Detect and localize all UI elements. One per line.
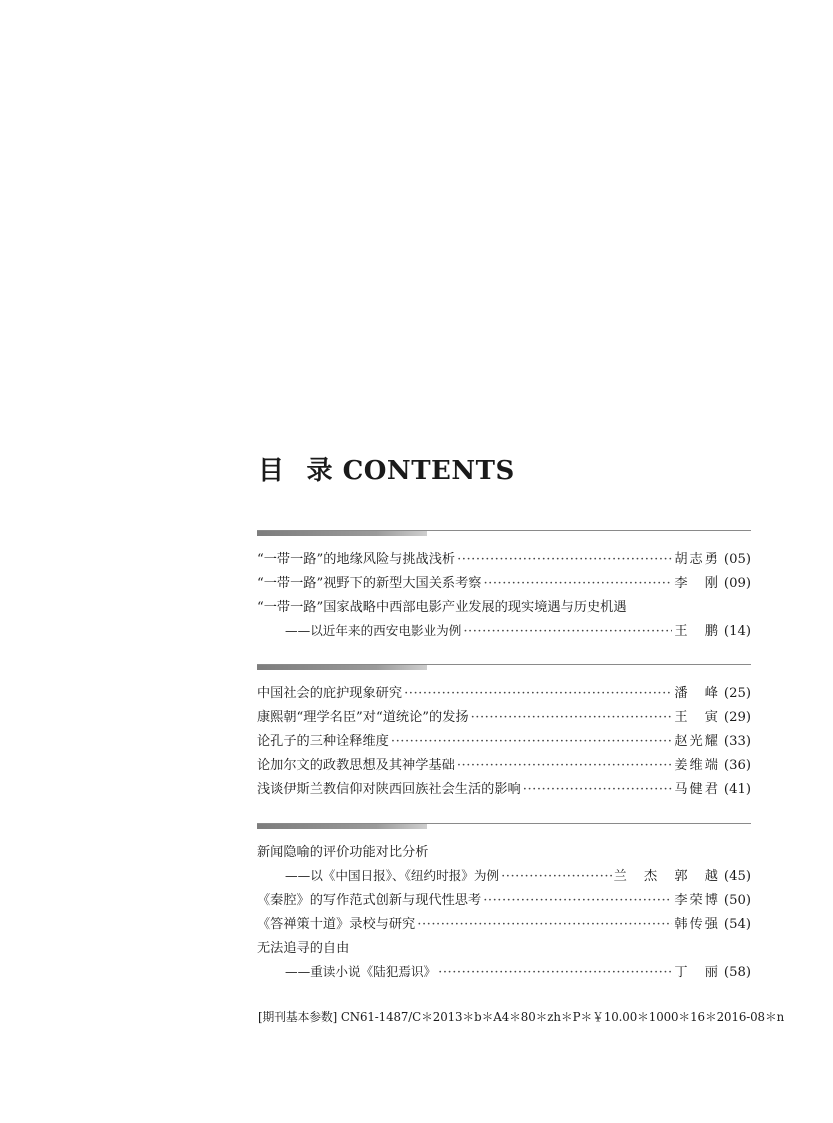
leader-dots (404, 686, 672, 701)
leader-dots (457, 552, 672, 567)
leader-dots (523, 782, 673, 797)
toc-entry[interactable] (257, 778, 751, 802)
leader-dots (417, 917, 672, 932)
entry-subtitle: ——以近年来的西安电影业为例 (285, 623, 462, 638)
toc-entry-subtitle[interactable] (257, 961, 751, 985)
toc-section-3 (257, 823, 751, 985)
section-divider (257, 664, 751, 670)
toc-entry[interactable] (257, 841, 751, 865)
entry-title: 中国社会的庇护现象研究 (257, 686, 403, 701)
title-cn-1: 目 (258, 456, 285, 486)
toc-entry-subtitle[interactable] (257, 620, 751, 644)
leader-dots (483, 576, 672, 591)
leader-dots (501, 869, 612, 884)
entry-author: 潘 峰 (674, 686, 720, 701)
entry-author: 马健君 (674, 782, 720, 797)
entry-author: 李 刚 (674, 576, 720, 591)
entry-subtitle: ——重读小说《陆犯焉识》 (285, 964, 437, 979)
leader-dots (463, 624, 672, 639)
toc-entry[interactable] (257, 596, 751, 620)
section-divider (257, 823, 751, 829)
entry-title: 《答禅策十道》录校与研究 (257, 917, 416, 932)
entry-author: 赵光耀 (674, 734, 720, 749)
entry-page: (45) (723, 869, 751, 884)
toc-entry[interactable] (257, 889, 751, 913)
entry-title: 论加尔文的政教思想及其神学基础 (257, 758, 455, 773)
toc-entry[interactable] (257, 548, 751, 572)
entry-title: 康熙朝“理学名臣”对“道统论”的发扬 (257, 710, 469, 725)
toc-entry[interactable] (257, 754, 751, 778)
entry-page: (09) (723, 576, 751, 591)
entry-title: 新闻隐喻的评价功能对比分析 (257, 845, 429, 860)
toc-entry[interactable] (257, 682, 751, 706)
toc-entry[interactable] (257, 913, 751, 937)
entry-author: 兰 杰 郭 越 (613, 869, 720, 884)
entry-title: 无法追寻的自由 (257, 941, 350, 956)
entry-page: (58) (723, 965, 751, 980)
entry-author: 姜维端 (674, 758, 720, 773)
entry-title: 浅谈伊斯兰教信仰对陕西回族社会生活的影响 (257, 782, 521, 797)
entry-author: 胡志勇 (674, 552, 720, 567)
leader-dots (438, 965, 672, 980)
toc-entry[interactable] (257, 730, 751, 754)
entry-page: (33) (723, 734, 751, 749)
entry-author: 王 寅 (674, 710, 720, 725)
entry-title: 《秦腔》的写作范式创新与现代性思考 (257, 893, 482, 908)
entry-page: (25) (723, 686, 751, 701)
title-cn-2: 录 (306, 456, 334, 486)
journal-parameters: [期刊基本参数] CN61-1487/C＊2013＊b＊A4＊80＊zh＊P＊￥10.00＊1000＊16＊2016-08＊n (258, 1010, 785, 1024)
entry-page: (05) (723, 552, 751, 567)
entry-title: 论孔子的三种诠释维度 (257, 734, 389, 749)
entry-page: (36) (723, 758, 751, 773)
toc-entry[interactable] (257, 572, 751, 596)
leader-dots (471, 710, 673, 725)
toc-section-1 (257, 530, 751, 644)
toc-entry[interactable] (257, 706, 751, 730)
entry-page: (41) (723, 782, 751, 797)
section-divider (257, 530, 751, 536)
entry-author: 丁 丽 (674, 965, 720, 980)
entry-page: (54) (723, 917, 751, 932)
toc-entry-subtitle[interactable] (257, 865, 751, 889)
title-en: CONTENTS (342, 456, 515, 486)
entry-title: “一带一路”的地缘风险与挑战浅析 (257, 552, 456, 567)
entry-title: “一带一路”国家战略中西部电影产业发展的现实境遇与历史机遇 (257, 600, 627, 615)
entry-title: “一带一路”视野下的新型大国关系考察 (257, 576, 482, 591)
entry-author: 王 鹏 (674, 624, 720, 639)
leader-dots (457, 758, 673, 773)
entry-page: (14) (723, 624, 751, 639)
entry-page: (50) (723, 893, 751, 908)
entry-author: 李荣博 (674, 893, 720, 908)
toc-section-2 (257, 664, 751, 802)
leader-dots (483, 893, 672, 908)
page-title (258, 450, 515, 487)
toc-entry[interactable] (257, 937, 751, 961)
entry-page: (29) (723, 710, 751, 725)
entry-author: 韩传强 (674, 917, 720, 932)
entry-subtitle: ——以《中国日报》、《纽约时报》为例 (285, 868, 500, 883)
leader-dots (391, 734, 672, 749)
